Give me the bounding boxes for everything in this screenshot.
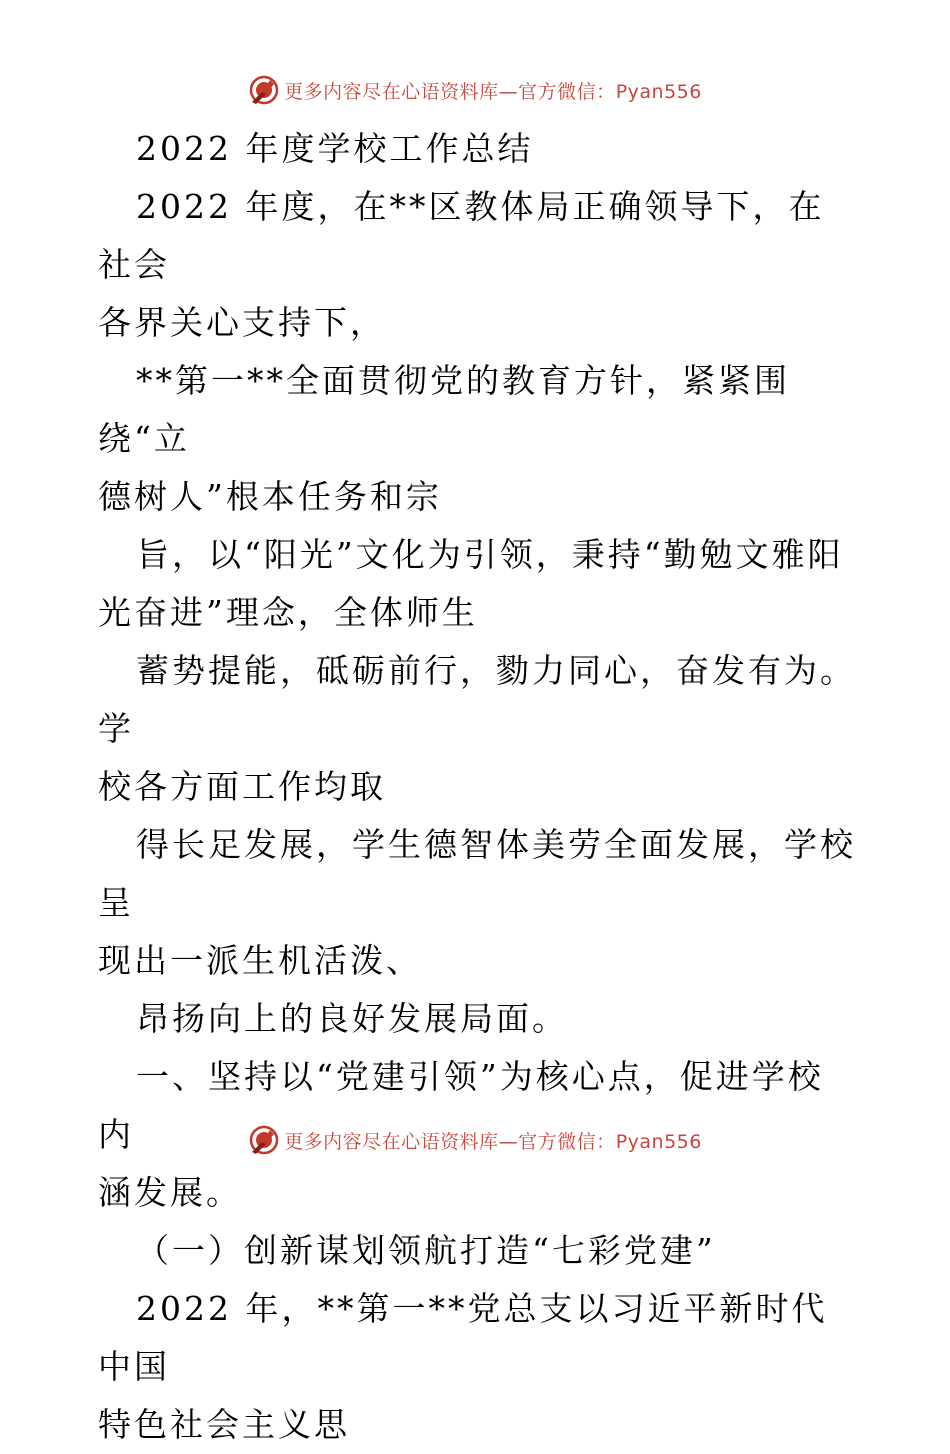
doc-line-12: 昂扬向上的良好发展局面。 [136,999,568,1038]
doc-line-16: 2022 年，**第一**党总支以习近平新时代中国 [98,1289,828,1386]
banner-separator: — [498,1130,519,1153]
header-banner-text [284,77,702,104]
doc-line-13: 一、坚持以“党建引领”为核心点，促进学校内 [98,1057,824,1154]
doc-line-8: 蓄势提能，砥砺前行，勠力同心，奋发有为。学 [98,651,856,748]
document-body [98,120,858,1454]
banner-contact-label: 官方微信： [518,80,616,103]
doc-line-3: 各界关心支持下， [98,303,386,342]
doc-line-4: **第一**全面贯彻党的教育方针，紧紧围绕“立 [98,361,790,458]
doc-line-1: 2022 年度学校工作总结 [136,129,534,168]
doc-line-11: 现出一派生机活泼、 [98,941,422,980]
doc-line-9: 校各方面工作均取 [98,767,386,806]
doc-line-14: 涵发展。 [98,1173,242,1212]
doc-line-15: （一）创新谋划领航打造“七彩党建” [136,1231,716,1270]
doc-line-2: 2022 年度，在**区教体局正确领导下，在社会 [98,187,825,284]
doc-line-17: 特色社会主义思 [98,1405,350,1444]
doc-line-6: 旨，以“阳光”文化为引领，秉持“勤勉文雅阳 [136,535,844,574]
doc-line-10: 得长足发展，学生德智体美劳全面发展，学校呈 [98,825,856,922]
banner-title: 更多内容尽在心语资料库 [284,80,499,103]
footer-watermark-banner [0,1120,950,1160]
pen-logo-icon [248,74,280,106]
banner-separator: — [498,80,519,103]
footer-banner-text [284,1127,702,1154]
doc-line-7: 光奋进”理念，全体师生 [98,593,478,632]
header-watermark-banner [0,70,950,110]
doc-line-5: 德树人”根本任务和宗 [98,477,442,516]
banner-contact-id: Pyan556 [615,80,702,103]
banner-title: 更多内容尽在心语资料库 [284,1130,499,1153]
banner-contact-id: Pyan556 [615,1130,702,1153]
pen-logo-icon [248,1124,280,1156]
banner-contact-label: 官方微信： [518,1130,616,1153]
document-text [98,120,858,1454]
